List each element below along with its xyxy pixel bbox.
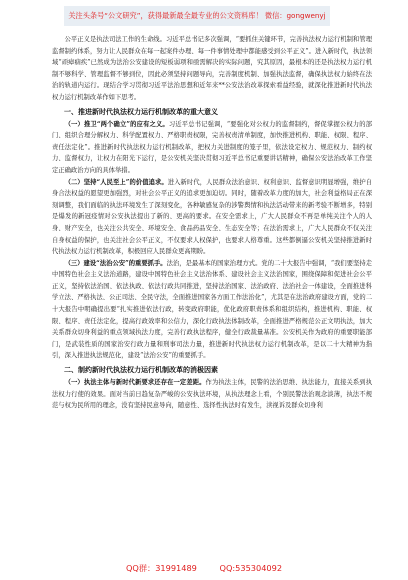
paragraph-text: 公平正义是执法司法工作的生命线。习近平总书记多次强调，“要抓住关键环节，完善执法权力运行机制和管理监督制约体系，努力让人民群众在每一起案件办理、每一件事情处理中都能感受到公平正义”。进入新时代，执法领域“顽瘴痼疾”已然成为法治公安建设的短板弱项和亟需解决的实际问题，究其原因，最根本的还是执法权力运行机制不够科学、管理监督不够到位，因此必须坚持问题导向，完善制度机制、加强执法监督，确保执法权力始终在法治的轨道内运行。现结合学习贯彻习近平法治思想和近年来**公安法治改革探索看益经验，就深化推进新时代执法权力运行机制改革作如下思考。 [52, 36, 372, 101]
body-paragraph [52, 377, 372, 412]
subsection-lead: （一）执法主体与新时代新要求还存在一定差距。 [64, 379, 206, 387]
body-paragraph [52, 177, 372, 258]
section-heading: 二、制约新时代执法权力运行机制改革的消极因素 [64, 366, 218, 375]
body-paragraph [52, 34, 372, 104]
paragraph-text: 作为执法主体，民警的法治思维、执法能力，直接关系到执法权力行使的效果。面对当前日趋复杂严峻的公安执法环境，从执法理念上看，个别民警法治观念淡薄，执法不规范与权为民所用的理念，没有坚持民意导向，随意性、选择性执法时有发生，渎视诉及群众切身利 [52, 379, 373, 410]
contact-footer [0, 560, 408, 576]
section-heading: 一、推进新时代执法权力运行机制改革的重大意义 [64, 107, 218, 116]
promo-banner: 关注头条号“公文研究”，获得最新最全最专业的公文资料库！ 微信：gongwenyj [64, 6, 330, 26]
subsection-lead: （三）建设“法治公安”的重要抓手。 [64, 259, 167, 267]
paragraph-text: 进入新时代，人民群众法治意识、权利意识、监督意识明显增强，维护自身合法权益的愿望更加强烈，对社会公平正义的追求更加迫切。同时，随着改革力度的加大，社会利益格局正在深刻调整，我们面临的执法环境发生了深刻变化，各种敏感复杂的涉警舆情和执法活动带来的新考验不断增多，特别是爆发的新冠疫情对公安执法提出了新的、更高的要求。在安全需求上，广大人民群众不再是单纯关注个人的人身、财产安全，也关注公共安全、环境安全、食品药品安全、生态安全等；在法治需求上，广大人民群众不仅关注自身权益的保护，也关注社会公平正义，不仅要求人权保护，也要求人格尊重。这些都倒逼公安机关坚持推进新时代执法权力运行机制改革，积极回应人民群众更高期盼。 [52, 178, 372, 256]
subsection-lead: （一）推卫“两个确立”的应有之义。 [64, 120, 169, 128]
body-paragraph [52, 119, 372, 177]
qq-group-text: QQ群：31991489 [125, 563, 197, 573]
document-body [52, 34, 372, 412]
qq-number-text: QQ:535304092 [219, 563, 283, 573]
body-paragraph [52, 258, 372, 362]
paragraph-text: 习近平总书记强调，“要强化对公权力的监督制约，督促掌握公权力的部门、组织合理分解权力、科学配置权力、严格职责权限，完善权责清单制度，加快推进机构、职能、权限、程序、责任法定化”。推进新时代执法权力运行机制改革，把权力关进制度的笼子里，依法设定权力、规范权力、制约权力、监督权力，让权力在阳光下运行，是公安机关坚决贯彻习近平总书记重要讲话精神，确保公安法治改革工作坚定正确政治方向的具体举措。 [52, 120, 372, 174]
paragraph-text: 法治，是最基本的国家治理方式。党的二十大报告中强调，“我们要坚持走中国特色社会主义法治道路，建设中国特色社会主义法治体系、建设社会主义法治国家，围绕保障和促进社会公平正义，坚持依法治国、依法执政、依法行政共同推进，坚持法治国家、法治政府、法治社会一体建设，全面推进科学立法、严格执法、公正司法、全民守法，全面推进国家各方面工作法治化”，尤其是在法治政府建设方面，党的二十大报告中明确提出要“扎实推进依法行政，转变政府职能，优化政府职责体系和组织结构，推进机构、职能、权限、程序、责任法定化，提高行政效率和公信力，深化行政执法体制改革，全面推进严格规范公正文明执法，加大关系群众切身利益的重点领域执法力度，完善行政执法程序，健全行政裁量基准。公安机关作为政府的重要职能部门，是武装性质的国家治安行政力量和刑事司法力量，推进新时代执法权力运行机制改革，是以二十大精神为指引，深入推进执法规范化，建设“法治公安”的重要抓手。 [52, 259, 372, 360]
subsection-lead: （二）坚持“人民至上”的价值追求。 [64, 178, 168, 186]
